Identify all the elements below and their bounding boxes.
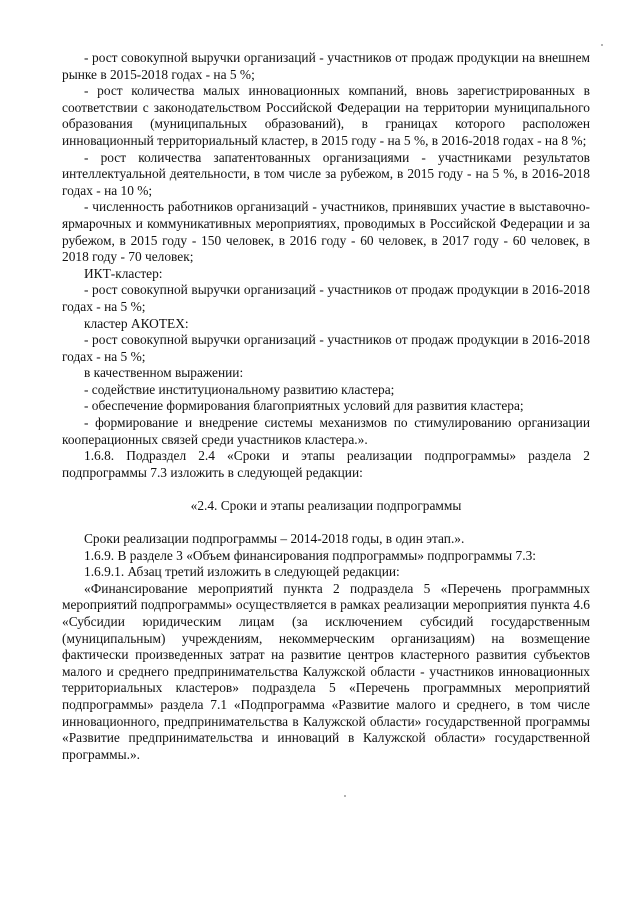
bullet-ikt-revenue: - рост совокупной выручки организаций - участников от продаж продукции в 2016-2018 годах - на 5 %; [62,282,590,314]
clause-1-6-9-1: 1.6.9.1. Абзац третий изложить в следующей редакции: [84,564,400,580]
bullet-cooperation: - формирование и внедрение системы механизмов по стимулированию организации кооперационных связей среди участников кластера.». [62,415,590,447]
bullet-akotekh-revenue: - рост совокупной выручки организаций - участников от продаж продукции в 2016-2018 годах - на 5 %; [62,332,590,364]
bullet-favorable-conditions: - обеспечение формирования благоприятных условий для развития кластера; [84,398,524,414]
bullet-patents: - рост количества запатентованных организациями - участниками результатов интеллектуальной деятельности, в том числе за рубежом, в 2015 году - на 5 %, в 2016-2018 годах - на 10 %; [62,149,590,198]
bullet-small-companies: - рост количества малых инновационных компаний, вновь зарегистрированных в соответствии с законодательством Российской Федерации на территории муниципального образования (муниципальных образований), в границах которого расположен инновационный территориальный кластер, в 2015 году - на 5 %, в 2016-2018 годах - на 8 %; [62,83,590,148]
financing-paragraph: «Финансирование мероприятий пункта 2 подраздела 5 «Перечень программных мероприятий подпрограммы» осуществляется в рамках реализации мероприятия пункта 4.6 «Субсидии юридическим лицам (за исключением субсидий государственным (муниципальным) учреждениям, некоммерческим организациям) на возмещение фактически произведенных затрат на развитие центров кластерного развития субъектов малого и среднего предпринимательства Калужской области - участников инновационных территориальных кластеров» подраздела 5 «Перечень программных мероприятий подпрограммы» раздела 7.1 «Подпрограмма «Развитие малого и среднего, в том числе инновационного, предпринимательства в Калужской области» государственной программы «Развитие предпринимательства и инноваций в Калужской области» государственной программы.». [62,580,590,762]
ikt-cluster-label: ИКТ-кластер: [84,265,163,281]
akotekh-cluster-label: кластер АКОТЕХ: [84,315,189,331]
document-body [62,50,590,763]
clause-1-6-8: 1.6.8. Подраздел 2.4 «Сроки и этапы реализации подпрограммы» раздела 2 подпрограммы 7.3 изложить в следующей редакции: [62,448,590,480]
terms-paragraph: Сроки реализации подпрограммы – 2014-2018 годы, в один этап.». [84,531,465,547]
clause-1-6-9: 1.6.9. В разделе 3 «Объем финансирования подпрограммы» подпрограммы 7.3: [84,547,536,563]
section-heading: «2.4. Сроки и этапы реализации подпрограммы [190,498,462,514]
bullet-employees: - численность работников организаций - участников, принявших участие в выставочно-ярмарочных и коммуникативных мероприятиях, проводимых в Российской Федерации и за рубежом, в 2015 году - 150 человек, в 2016 году - 60 человек, в 2017 году - 60 человек, в 2018 году - 70 человек; [62,199,590,265]
scan-speck [601,44,603,46]
bullet-institutional: - содействие институциональному развитию кластера; [84,381,395,397]
scan-speck [344,795,346,797]
qualitative-label: в качественном выражении: [84,365,244,381]
bullet-revenue-external: - рост совокупной выручки организаций - участников от продаж продукции на внешнем рынке в 2015-2018 годах - на 5 %; [62,50,590,82]
